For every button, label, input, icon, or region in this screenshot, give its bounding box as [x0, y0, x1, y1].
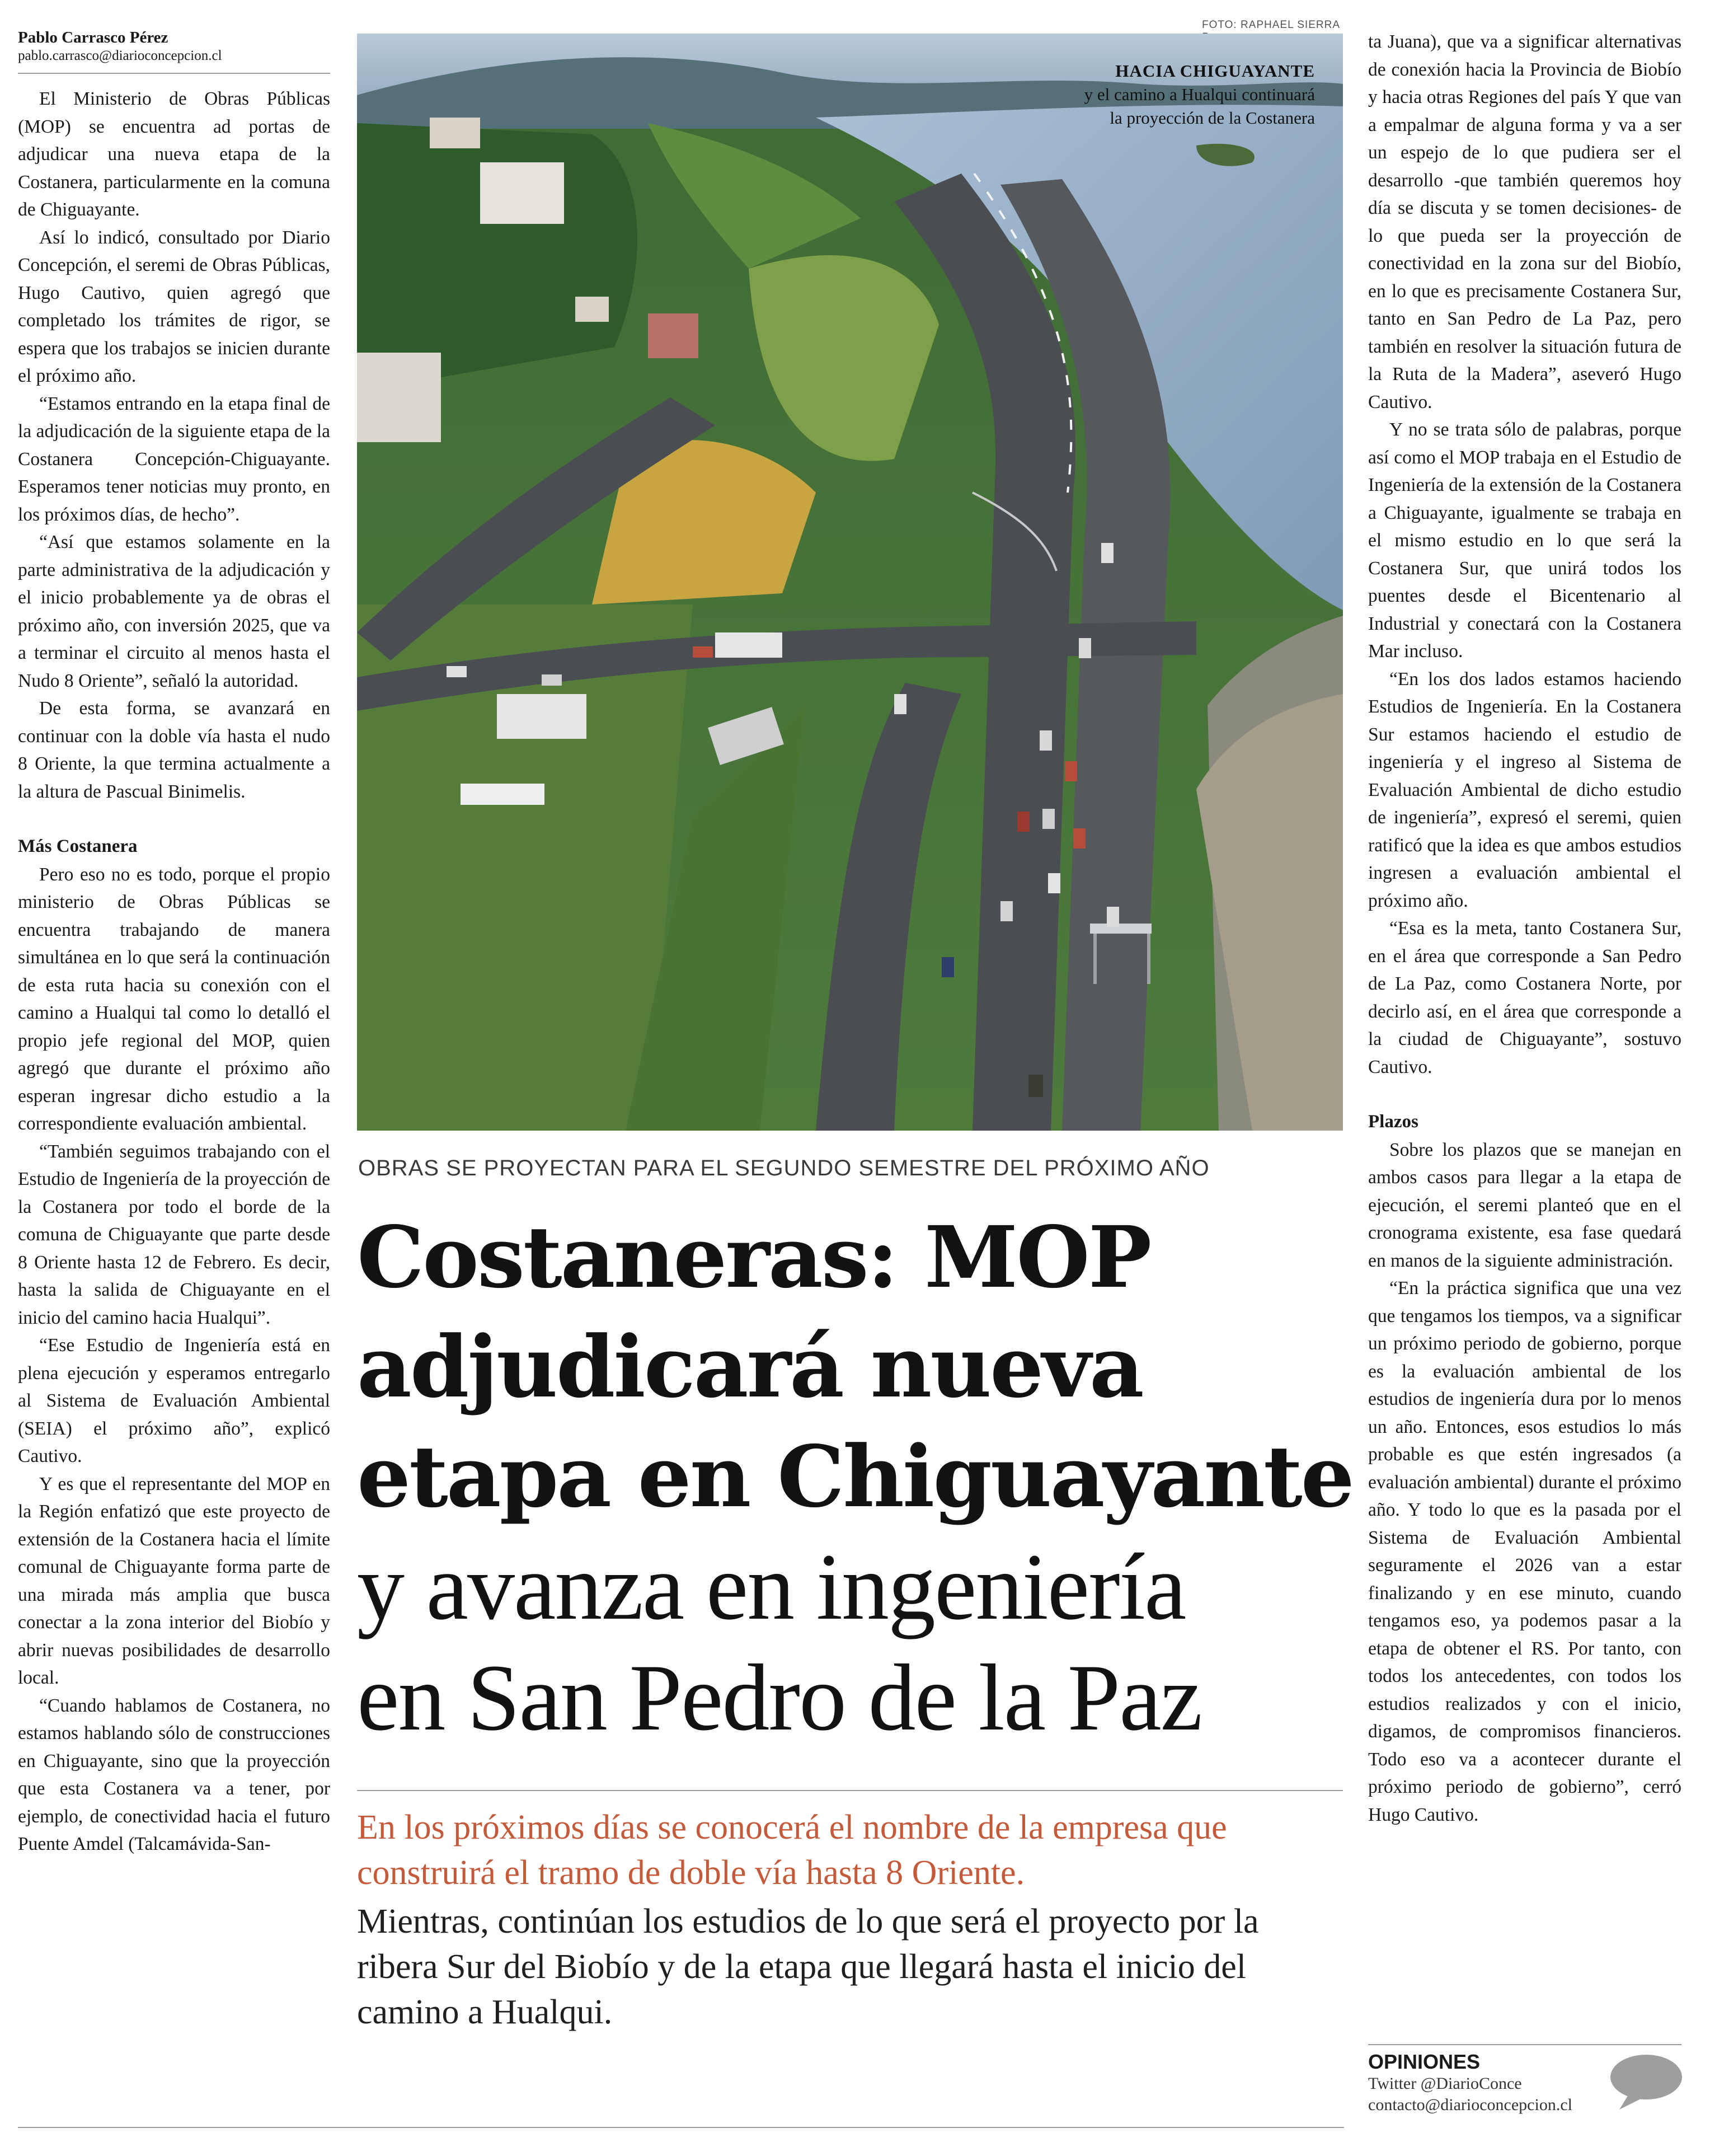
- kicker: OBRAS SE PROYECTAN PARA EL SEGUNDO SEMESTRE DEL PRÓXIMO AÑO: [358, 1156, 1210, 1180]
- photo-credit: FOTO: RAPHAEL SIERRA: [1202, 19, 1340, 31]
- divider: [357, 1790, 1343, 1791]
- article-paragraph: Sobre los plazos que se manejan en ambos casos para llegar a la etapa de ejecución, el seremi planteó que en el cronograma existente, esa fase quedará en manos de la siguiente administración.: [1368, 1139, 1681, 1271]
- aerial-road-illustration: [357, 34, 1343, 1131]
- article-paragraph: “Esa es la meta, tanto Costanera Sur, en el área que corresponde a San Pedro de La Paz, como Costanera Norte, por decirlo así, en el área que corresponde a la ciudad de Chiguayante”, sostuvo Cautivo.: [1368, 918, 1681, 1077]
- headline: [357, 1202, 1353, 1753]
- headline-line: y avanza en ingeniería: [357, 1534, 1186, 1639]
- article-paragraph: “Así que estamos solamente en la parte administrativa de la adjudicación y el inicio probablemente ya de obras el próximo año, con inversión 2025, que va a terminar el circuito al menos hasta el Nudo 8 Oriente”, señaló la autoridad.: [18, 532, 330, 691]
- article-paragraph: “También seguimos trabajando con el Estudio de Ingeniería de la proyección de la Costanera por todo el borde de la comuna de Chiguayante que parte desde 8 Oriente hasta 12 de Febrero. Es decir, hasta la salida de Chiguayante en el inicio del camino hacia Hualqui”.: [18, 1141, 330, 1328]
- twitter-handle[interactable]: Twitter @DiarioConce: [1368, 2074, 1522, 2093]
- article-paragraph: “Ese Estudio de Ingeniería está en plena ejecución y esperamos entregarlo al Sistema de Evaluación Ambiental (SEIA) el próximo año”, explicó Cautivo.: [18, 1335, 330, 1466]
- article-paragraph: “En los dos lados estamos haciendo Estudios de Ingeniería. En la Costanera Sur estamos haciendo el estudio de ingeniería y el ingreso al Sistema de Evaluación Ambiental de dicho estudio de ingeniería”, expresó el seremi, quien ratificó que la idea es que ambos estudios ingresen a evaluación ambiental el próximo año.: [1368, 668, 1681, 911]
- article-paragraph: Pero eso no es todo, porque el propio ministerio de Obras Públicas se encuentra trabajando de manera simultánea en lo que será la continuación de esta ruta hacia su conexión con el camino a Hualqui tal como lo detalló el propio jefe regional del MOP, quien agregó que durante el próximo año esperan ingresar dicho estudio a la correspondiente evaluación ambiental.: [18, 864, 330, 1134]
- article-paragraph: El Ministerio de Obras Públicas (MOP) se encuentra ad portas de adjudicar una nueva etapa de la Costanera, particularmente en la comuna de Chiguayante.: [18, 88, 330, 220]
- headline-line: Costaneras: MOP: [357, 1207, 1150, 1307]
- headline-line: etapa en Chiguayante: [357, 1427, 1353, 1526]
- headline-line: adjudicará nueva: [357, 1317, 1143, 1417]
- author-email[interactable]: pablo.carrasco@diarioconcepcion.cl: [18, 47, 330, 74]
- article-paragraph: Así lo indicó, consultado por Diario Concepción, el seremi de Obras Públicas, Hugo Cautivo, quien agregó que completado los trámites de rigor, se espera que los trabajos se inicien durante el próximo año.: [18, 227, 330, 386]
- speech-bubble-icon: [1606, 2051, 1684, 2113]
- left-column: [18, 28, 330, 1858]
- section-subhead: Plazos: [1368, 1112, 1418, 1132]
- article-paragraph: De esta forma, se avanzará en continuar con la doble vía hasta el nudo 8 Oriente, la que termina actualmente a la altura de Pascual Binimelis.: [18, 698, 330, 802]
- contact-email[interactable]: contacto@diarioconcepcion.cl: [1368, 2096, 1572, 2114]
- photo-caption-body: y el camino a Hualqui continuará la proyección de la Costanera: [1084, 85, 1315, 128]
- headline-line: en San Pedro de la Paz: [357, 1645, 1202, 1750]
- section-subhead: Más Costanera: [18, 836, 138, 856]
- photo-caption: [1080, 59, 1315, 130]
- article-paragraph: Y es que el representante del MOP en la Región enfatizó que este proyecto de extensión de la Costanera hacia el límite comunal de Chiguayante forma parte de una mirada más amplia que busca conectar a la zona interior del Biobío y abrir nuevas posibilidades de desarrollo local.: [18, 1473, 330, 1688]
- bottom-divider: [18, 2127, 1344, 2128]
- article-paragraph: “Cuando hablamos de Costanera, no estamos hablando sólo de construcciones en Chiguayante, sino que la proyección que esta Costanera va a tener, por ejemplo, de conectividad hacia el futuro Puente Amdel (Talcamávida-San-: [18, 1695, 330, 1854]
- author-name: Pablo Carrasco Pérez: [18, 29, 168, 46]
- deck-text: Mientras, continúan los estudios de lo que será el proyecto por la ribera Sur del Biobío y de la etapa que llegará hasta el inicio del camino a Hualqui.: [357, 1902, 1259, 2031]
- aerial-photo: [357, 34, 1343, 1131]
- article-paragraph: “En la práctica significa que una vez que tengamos los tiempos, va a significar un próximo periodo de gobierno, porque es la evaluación ambiental de los estudios de ingeniería dura por lo menos un año. Entonces, esos estudios lo más probable es que estén ingresados (a evaluación ambiental) durante el próximo año. Y todo lo que es la pasada por el Sistema de Evaluación Ambiental seguramente el 2026 van a estar finalizando y en ese minuto, cuando tengamos eso, ya podemos pasar a la etapa de obtener el RS. Por tanto, con todos los antecedentes, con todos los estudios realizados y con el inicio, digamos, de compromisos financieros. Todo eso va a acontecer durante el próximo periodo de gobierno”, cerró Hugo Cautivo.: [1368, 1278, 1681, 1825]
- photo-caption-head: HACIA CHIGUAYANTE: [1115, 61, 1315, 81]
- opiniones-title: OPINIONES: [1368, 2050, 1481, 2073]
- article-paragraph: “Estamos entrando en la etapa final de la adjudicación de la siguiente etapa de la Costanera Concepción-Chiguayante. Esperamos tener noticias muy pronto, en los próximos días, de hecho”.: [18, 393, 330, 525]
- right-column: [1368, 28, 1681, 1829]
- lead-text: En los próximos días se conocerá el nombre de la empresa que construirá el tramo de doble vía hasta 8 Oriente.: [357, 1808, 1227, 1892]
- article-paragraph: ta Juana), que va a significar alternativas de conexión hacia la Provincia de Biobío y hacia otras Regiones del país Y que van a empalmar de alguna forma y va a ser un espejo de lo que pudiera ser el desarrollo -que también queremos hoy día se discuta y se tomen decisiones- de lo que pueda ser la proyección de conectividad en la zona sur del Biobío, en lo que es precisamente Costanera Sur, tanto en San Pedro de La Paz, pero también en resolver la situación futura de la Ruta de la Madera”, aseveró Hugo Cautivo.: [1368, 31, 1681, 413]
- article-paragraph: Y no se trata sólo de palabras, porque así como el MOP trabaja en el Estudio de Ingeniería de la extensión de la Costanera a Chiguayante, igualmente se trabaja en el mismo estudio en lo que será la Costanera Sur, que unirá todos los puentes desde el Bicentenario al Industrial y conectará con la Costanera Mar incluso.: [1368, 419, 1681, 662]
